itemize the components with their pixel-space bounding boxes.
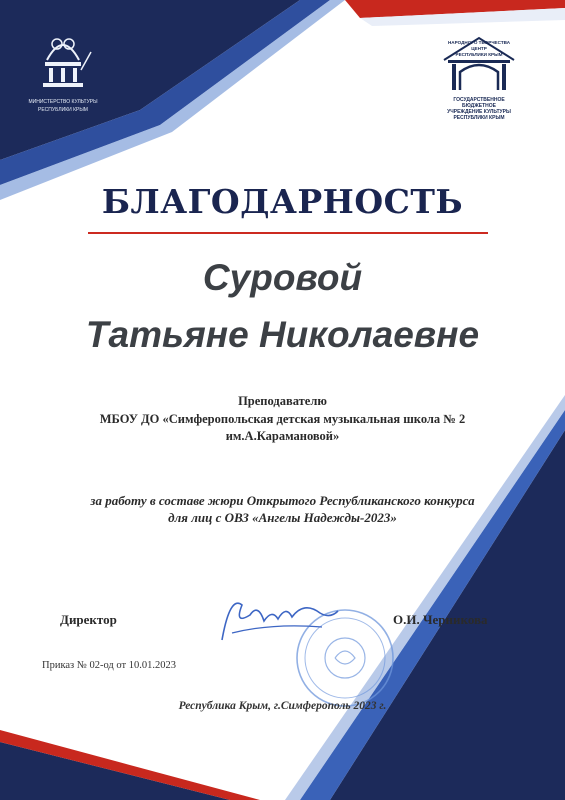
- signer-name: О.И. Черникова: [393, 612, 488, 627]
- ministry-logo: [28, 30, 98, 113]
- organization-line2: им.А.Карамановой»: [225, 429, 340, 443]
- center-caption-line1: ГОСУДАРСТВЕННОЕ БЮДЖЕТНОЕ: [453, 97, 505, 109]
- center-top-line1: НАРОДНОГО ТВОРЧЕСТВА: [447, 40, 511, 45]
- order-reference: Приказ № 02-од от 10.01.2023: [42, 660, 176, 671]
- ministry-caption-line1: МИНИСТЕРСТВО КУЛЬТУРЫ: [28, 99, 98, 105]
- center-top-line2: ЦЕНТР: [471, 46, 487, 51]
- folk-art-center-logo: [440, 34, 518, 121]
- recipient-surname: Суровой: [202, 257, 363, 298]
- center-top-line3: РЕСПУБЛИКИ КРЫМ: [455, 52, 503, 57]
- signer-role: Директор: [60, 612, 117, 627]
- recipient-given-names: Татьяне Николаевне: [85, 314, 480, 355]
- organization-line1: МБОУ ДО «Симферопольская детская музыкальная школа № 2: [99, 412, 466, 426]
- merit-line1: за работу в составе жюри Открытого Республиканского конкурса: [90, 493, 475, 508]
- center-caption-line3: РЕСПУБЛИКИ КРЫМ: [453, 115, 505, 121]
- center-caption-line2: УЧРЕЖДЕНИЕ КУЛЬТУРЫ: [447, 109, 511, 115]
- director-signature: [212, 585, 342, 655]
- ministry-caption-line2: РЕСПУБЛИКИ КРЫМ: [38, 107, 88, 113]
- title-underline: [88, 232, 488, 234]
- certificate-title: БЛАГОДАРНОСТЬ: [101, 182, 464, 221]
- place-and-year: Республика Крым, г.Симферополь 2023 г.: [178, 700, 387, 712]
- merit-line2: для лиц с ОВЗ «Ангелы Надежды-2023»: [168, 510, 397, 525]
- ministry-emblem-icon: [33, 30, 93, 92]
- recipient-position: Преподавателю: [238, 394, 327, 408]
